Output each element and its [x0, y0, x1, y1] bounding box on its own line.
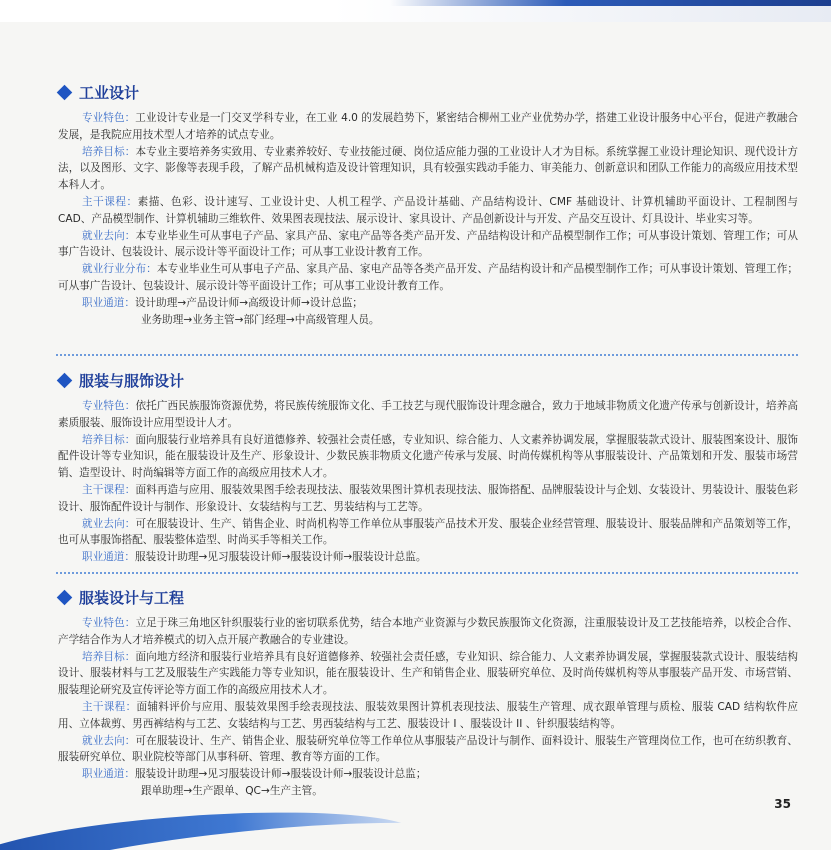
diamond-icon	[57, 372, 73, 388]
para-text: 面向服装行业培养具有良好道德修养、较强社会责任感，专业知识、综合能力、人文素养协调发展，掌握服装款式设计、服装图案设计、服饰配件设计等专业知识，能在服装设计及生产、形象设计、少数民族非物质文化遗产传承与发展、时尚传媒机构等从事服装设计、产品策划和开发、服装市场营销、造型设计、时尚编辑等方面工作的高级应用技术人才。	[58, 433, 799, 480]
para-text: 可在服装设计、生产、销售企业、时尚机构等工作单位从事服装产品技术开发、服装企业经营管理、服装设计、服装品牌和产品策划等工作，也可从事服饰搭配、服装整体造型、时尚买手等相关工作。	[58, 517, 799, 547]
paragraph	[58, 228, 798, 262]
paragraph	[58, 144, 798, 194]
para-label: 培养目标：	[82, 145, 136, 158]
para-text: 依托广西民族服饰资源优势，将民族传统服饰文化、手工技艺与现代服饰设计理念融合，致力于地域非物质文化遗产传承与创新设计，培养高素质服装、服饰设计应用型设计人才。	[58, 400, 799, 429]
career-path-line	[58, 783, 798, 800]
section-title-text: 服装设计与工程	[79, 588, 185, 607]
para-text: 可在服装设计、生产、销售企业、服装研究单位等工作单位从事服装产品设计与制作、面料设计、服装生产管理岗位工作，也可在纺织教育、服装研究单位、职业院校等部门从事科研、管理、教育等方面的工作。	[58, 734, 799, 764]
paragraph	[58, 516, 798, 550]
para-text: 业务助理→业务主管→部门经理→中高级管理人员。	[141, 313, 380, 326]
para-label: 就业行业分布：	[82, 263, 157, 276]
paragraph	[58, 432, 798, 482]
para-label: 专业特色：	[82, 400, 136, 412]
section-fashion-engineering	[58, 587, 798, 800]
para-text: 面料再造与应用、服装效果图手绘表现技法、服装效果图计算机表现技法、服饰搭配、品牌服装设计与企划、女装设计、男装设计、服装色彩设计、服饰配件设计与制作、形象设计、女装结构与工艺、男装结构与工艺等。	[58, 483, 799, 513]
para-text: 立足于珠三角地区针织服装行业的密切联系优势，结合本地产业资源与少数民族服饰文化资源，注重服装设计及工艺技能培养，以校企合作、产学结合作为人才培养模式的切入点开展产教融合的专业建设。	[58, 617, 799, 646]
section-title	[58, 370, 798, 390]
para-label: 专业特色：	[82, 112, 136, 124]
para-label: 专业特色：	[82, 617, 136, 629]
section-title	[58, 587, 798, 607]
para-text: 服装设计助理→见习服装设计师→服装设计师→服装设计总监。	[134, 551, 427, 564]
page-number: 35	[774, 797, 791, 811]
para-label: 职业通道：	[82, 551, 135, 564]
para-label: 职业通道：	[82, 296, 135, 309]
para-label: 主干课程：	[82, 483, 136, 496]
section-industrial-design	[58, 82, 798, 328]
paragraph	[58, 398, 798, 432]
section-title	[58, 82, 798, 102]
para-text: 本专业毕业生可从事电子产品、家具产品、家电产品等各类产品开发、产品结构设计和产品模型制作工作；可从事设计策划、管理工作；可从事广告设计、包装设计、展示设计等平面设计工作；可从事工业设计教育工作。	[58, 229, 799, 259]
para-text: 素描、色彩、设计速写、工业设计史、人机工程学、产品设计基础、产品结构设计、CMF 基础设计、计算机辅助平面设计、工程制图与 CAD、产品模型制作、计算机辅助三维软件、效果图表现技法、展示设计、家具设计、产品创新设计与开发、产品交互设计、灯具设计、毕业实习等。	[58, 195, 799, 225]
para-text: 工业设计专业是一门交叉学科专业，在工业 4.0 的发展趋势下，紧密结合柳州工业产业优势办学，搭建工业设计服务中心平台，促进产教融合发展，是我院应用技术型人才培养的试点专业。	[58, 112, 799, 141]
paragraph	[58, 699, 798, 733]
career-path-line	[58, 312, 798, 329]
para-label: 培养目标：	[82, 433, 136, 446]
paragraph	[58, 295, 798, 312]
para-text: 面向地方经济和服装行业培养具有良好道德修养、较强社会责任感，专业知识、综合能力、人文素养协调发展，掌握服装款式设计、服装结构设计、服装材料与工艺及服装生产实践能力等专业知识，能在服装设计、生产和销售企业、服装研究单位、及时尚传媒机构等从事服装产品开发、市场营销、服装理论研究及宣传评论等方面工作的高级应用技术人才。	[58, 650, 799, 697]
para-label: 就业去向：	[82, 229, 136, 242]
para-label: 主干课程：	[82, 700, 137, 713]
paragraph	[58, 649, 798, 699]
para-text: 本专业主要培养务实致用、专业素养较好、专业技能过硬、岗位适应能力强的工业设计人才为目标。系统掌握工业设计理论知识、现代设计方法，以及图形、文字、影像等表现手段，了解产品机械构造及设计管理知识，具有较强实践动手能力、审美能力、创新意识和团队工作能力的高级应用技术型本科人才。	[58, 145, 799, 192]
para-label: 就业去向：	[82, 734, 136, 747]
para-text: 面辅料评价与应用、服装效果图手绘表现技法、服装效果图计算机表现技法、服装生产管理、成衣跟单管理与质检、服装 CAD 结构软件应用、立体裁剪、男西裤结构与工艺、女装结构与工艺、男西装结构与工艺、服装设计 I 、服装设计 II 、针织服装结构等。	[58, 700, 799, 730]
paragraph	[58, 766, 798, 783]
section-title-text: 工业设计	[79, 83, 140, 102]
para-text: 服装设计助理→见习服装设计师→服装设计师→服装设计总监；	[134, 768, 427, 781]
section-divider	[56, 572, 798, 574]
paragraph	[58, 615, 798, 649]
para-label: 培养目标：	[82, 650, 136, 663]
section-title-text: 服装与服饰设计	[79, 371, 185, 390]
paragraph	[58, 733, 798, 767]
section-divider	[56, 354, 798, 356]
diamond-icon	[57, 589, 73, 605]
paragraph	[58, 482, 798, 516]
para-text: 设计助理→产品设计师→高级设计师→设计总监；	[134, 296, 363, 309]
para-label: 职业通道：	[82, 768, 135, 781]
para-label: 就业去向：	[82, 517, 136, 530]
paragraph	[58, 110, 798, 144]
para-text: 本专业毕业生可从事电子产品、家具产品、家电产品等各类产品开发、产品结构设计和产品模型制作工作；可从事设计策划、管理工作；可从事广告设计、包装设计、展示设计等平面设计工作；可从事工业设计教育工作。	[58, 263, 799, 292]
paragraph	[58, 549, 798, 566]
para-label: 主干课程：	[82, 195, 138, 208]
para-text: 跟单助理→生产跟单、QC→生产主管。	[141, 784, 323, 797]
paragraph	[58, 261, 798, 295]
top-stripe	[390, 0, 831, 6]
paragraph	[58, 194, 798, 228]
section-fashion-design	[58, 370, 798, 566]
diamond-icon	[57, 84, 73, 100]
